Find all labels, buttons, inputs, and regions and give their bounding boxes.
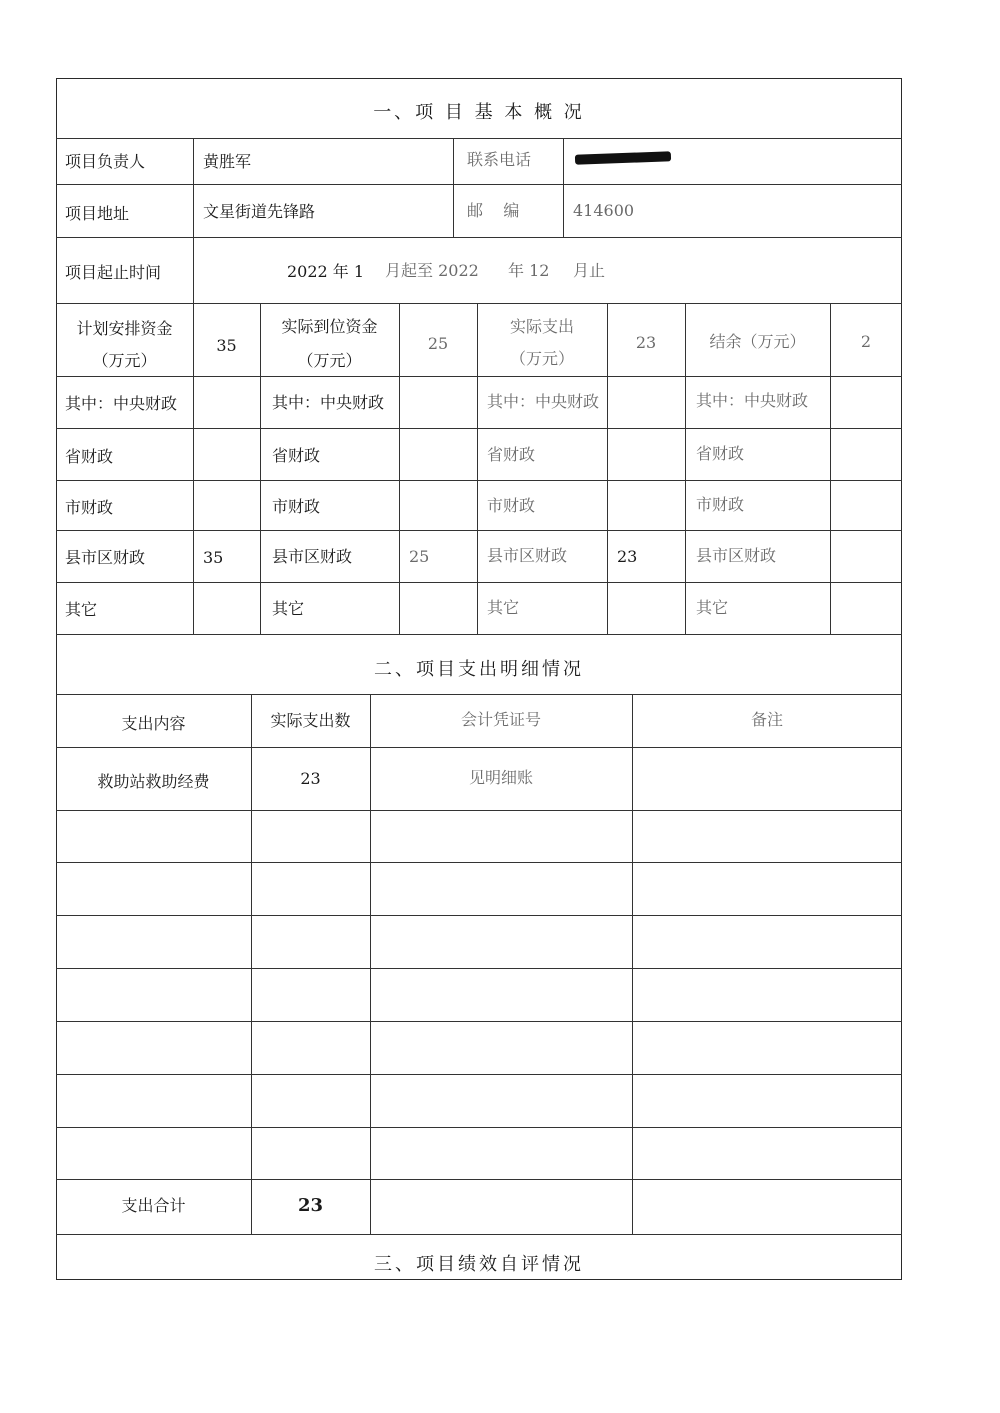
divider bbox=[56, 634, 902, 635]
divider bbox=[56, 915, 902, 916]
section2-title: 二、项目支出明细情况 bbox=[374, 659, 584, 680]
phone-label: 联系电话 bbox=[467, 150, 532, 169]
planned-total: 35 bbox=[216, 336, 237, 355]
section1-title: 一、项 目 基 本 概 况 bbox=[373, 102, 585, 123]
fund-row-planned: 35 bbox=[203, 548, 224, 567]
fund-row-label: 省财政 bbox=[65, 447, 114, 466]
fund-row-label: 县市区财政 bbox=[272, 547, 353, 566]
expense-amount: 23 bbox=[300, 769, 321, 788]
fund-row-label: 其中：中央财政 bbox=[487, 392, 600, 411]
divider bbox=[56, 1234, 902, 1235]
fund-row-label: 县市区财政 bbox=[696, 546, 777, 565]
divider bbox=[56, 237, 902, 238]
total-value: 23 bbox=[297, 1195, 324, 1216]
fund-row-spent: 23 bbox=[617, 547, 638, 566]
arrived-unit: （万元） bbox=[297, 351, 362, 370]
planned-unit: （万元） bbox=[92, 351, 157, 370]
divider bbox=[830, 303, 831, 634]
fund-row-label: 其中：中央财政 bbox=[272, 393, 385, 412]
fund-row-label: 省财政 bbox=[696, 444, 745, 463]
fund-row-label: 其中：中央财政 bbox=[696, 391, 809, 410]
period-start-year: 2022 年 1 bbox=[287, 262, 365, 281]
remark-header: 备注 bbox=[750, 710, 783, 729]
divider bbox=[56, 138, 902, 139]
period-end-year: 年 12 bbox=[508, 261, 550, 280]
divider bbox=[56, 1127, 902, 1128]
divider bbox=[56, 184, 902, 185]
address-value: 文星街道先锋路 bbox=[203, 202, 316, 221]
divider bbox=[56, 1074, 902, 1075]
divider bbox=[370, 694, 371, 1234]
fund-row-label: 县市区财政 bbox=[65, 548, 146, 567]
balance-total: 2 bbox=[860, 332, 872, 351]
divider bbox=[56, 303, 902, 304]
divider bbox=[56, 376, 902, 377]
fund-row-arrived: 25 bbox=[409, 547, 430, 566]
divider bbox=[56, 694, 902, 695]
divider bbox=[56, 480, 902, 481]
total-label: 支出合计 bbox=[121, 1196, 186, 1215]
expense-content: 救助站救助经费 bbox=[97, 772, 210, 791]
fund-row-label: 其它 bbox=[65, 600, 98, 619]
balance-header: 结余（万元） bbox=[709, 332, 806, 351]
divider bbox=[56, 582, 902, 583]
spent-total: 23 bbox=[635, 333, 657, 352]
leader-label: 项目负责人 bbox=[65, 152, 146, 171]
postcode-value: 414600 bbox=[573, 201, 635, 220]
divider bbox=[453, 138, 454, 237]
address-label: 项目地址 bbox=[65, 204, 130, 223]
section3-title: 三、项目绩效自评情况 bbox=[374, 1254, 584, 1275]
fund-row-label: 其中：中央财政 bbox=[65, 394, 178, 413]
period-label: 项目起止时间 bbox=[65, 263, 162, 282]
divider bbox=[563, 138, 564, 237]
fund-row-label: 市财政 bbox=[65, 498, 114, 517]
fund-row-label: 市财政 bbox=[696, 495, 745, 514]
fund-row-label: 省财政 bbox=[272, 446, 321, 465]
divider bbox=[56, 968, 902, 969]
divider bbox=[56, 530, 902, 531]
divider bbox=[56, 810, 902, 811]
leader-value: 黄胜军 bbox=[203, 152, 252, 171]
fund-row-label: 市财政 bbox=[272, 497, 321, 516]
fund-row-label: 其它 bbox=[272, 599, 305, 618]
divider bbox=[56, 1021, 902, 1022]
divider bbox=[632, 694, 633, 1234]
spent-header: 实际支出 bbox=[509, 317, 574, 336]
period-end-month: 月止 bbox=[573, 261, 606, 280]
fund-row-label: 县市区财政 bbox=[487, 546, 568, 565]
postcode-label: 邮 编 bbox=[467, 201, 520, 220]
divider bbox=[56, 862, 902, 863]
divider bbox=[56, 1179, 902, 1180]
spent-unit: （万元） bbox=[509, 349, 574, 368]
arrived-header: 实际到位资金 bbox=[281, 317, 378, 336]
fund-row-label: 省财政 bbox=[487, 445, 536, 464]
period-start-month: 月起至 2022 bbox=[385, 261, 479, 280]
divider bbox=[685, 303, 686, 634]
fund-row-label: 其它 bbox=[696, 598, 729, 617]
voucher-header: 会计凭证号 bbox=[460, 710, 541, 729]
fund-row-label: 市财政 bbox=[487, 496, 536, 515]
divider bbox=[56, 747, 902, 748]
amount-header: 实际支出数 bbox=[270, 711, 351, 730]
content-header: 支出内容 bbox=[121, 714, 186, 733]
expense-voucher: 见明细账 bbox=[469, 768, 534, 787]
fund-row-label: 其它 bbox=[487, 598, 520, 617]
planned-header: 计划安排资金 bbox=[76, 319, 173, 338]
divider bbox=[607, 303, 608, 634]
divider bbox=[56, 428, 902, 429]
arrived-total: 25 bbox=[427, 334, 449, 353]
divider bbox=[193, 138, 194, 303]
